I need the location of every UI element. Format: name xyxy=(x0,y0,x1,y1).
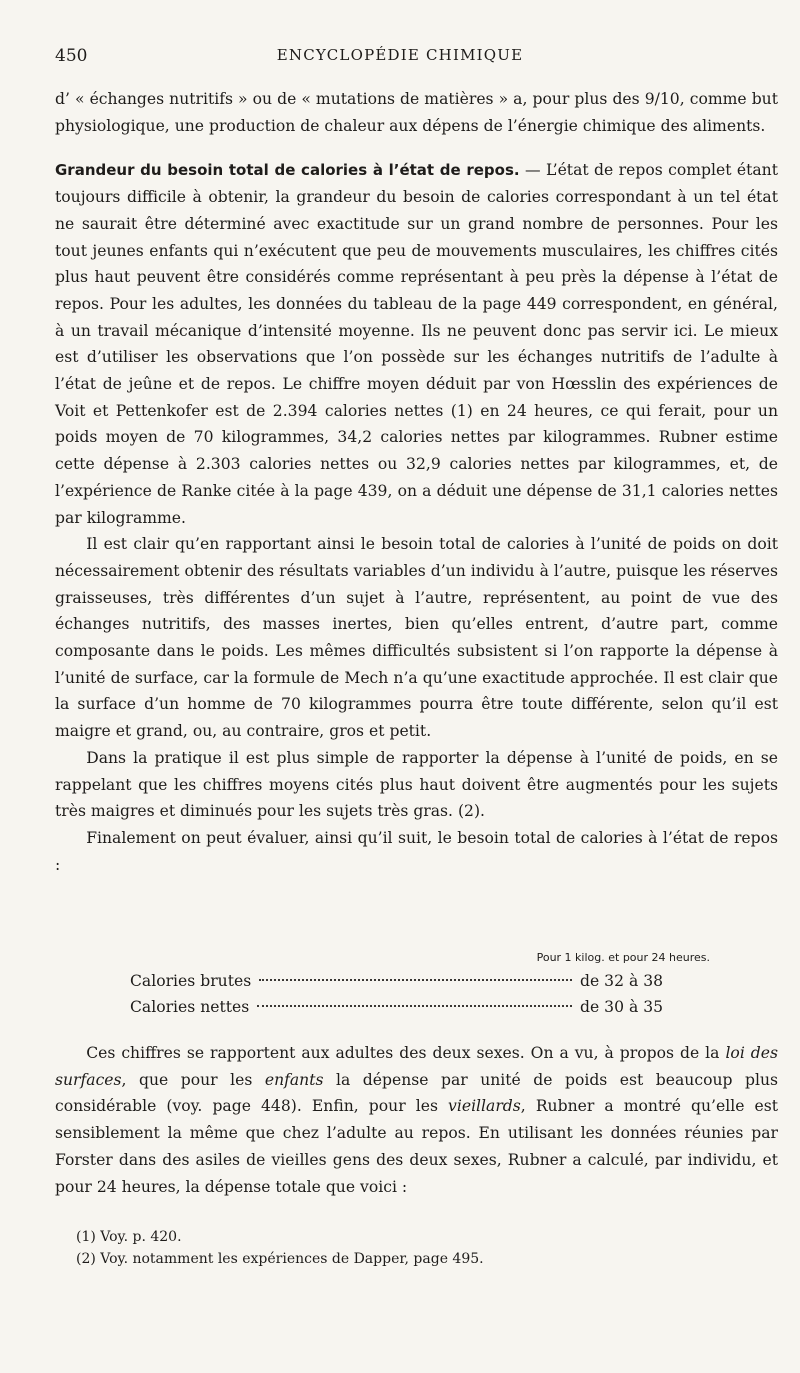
row-label: Calories brutes xyxy=(130,972,252,990)
footnote: (2) Voy. notamment les expériences de Dapper, page 495. xyxy=(76,1251,484,1267)
italic-term: loi des surfaces xyxy=(55,1044,778,1089)
row-value: de 30 à 35 xyxy=(580,998,664,1016)
dotted-leader xyxy=(259,979,572,981)
paragraph: Dans la pratique il est plus simple de rapporter la dépense à l’unité de poids, en se rappelant que les chiffres moyens cités plus haut doivent être augmentés pour les sujets très maigres et diminués pour les sujets très gras. (2). xyxy=(55,748,778,821)
row-label: Calories nettes xyxy=(130,998,250,1016)
text-run: Ces chiffres se rapportent aux adultes des deux sexes. On a vu, à propos de la xyxy=(86,1044,726,1062)
section-heading: Grandeur du besoin total de calories à l’état de repos. xyxy=(55,161,520,180)
italic-term: enfants xyxy=(264,1070,324,1089)
paragraph: Finalement on peut évaluer, ainsi qu’il suit, le besoin total de calories à l’état de repos : xyxy=(55,828,778,874)
running-title: ENCYCLOPÉDIE CHIMIQUE xyxy=(276,46,524,64)
main-text-bottom xyxy=(55,1040,778,1200)
paragraph: Il est clair qu’en rapportant ainsi le besoin total de calories à l’unité de poids on doit nécessairement obtenir des résultats variables d’un individu à l’autre, puisque les réserves graisseuses, très différentes d’un sujet à l’autre, représentent, au point de vue des échanges nutritifs, des masses inertes, bien qu’elles entrent, d’autre part, comme composante dans le poids. Les mêmes difficultés subsistent si l’on rapporte la dépense à l’unité de surface, car la formule de Mech n’a qu’une exactitude approchée. Il est clair que la surface d’un homme de 70 kilogrammes pourra être toute différente, selon qu’il est maigre et grand, ou, au contraire, gros et petit. xyxy=(55,535,778,741)
footnotes xyxy=(76,1226,484,1270)
table-caption: Pour 1 kilog. et pour 24 heures. xyxy=(536,951,710,964)
dotted-leader xyxy=(257,1005,572,1007)
text-run: , Rubner a montré qu’elle est sensiblement la même que chez l’adulte au repos. En utilisant les données réunies par Forster dans des asiles de vieilles gens des deux sexes, Rubner a calculé, par individu, et pour 24 heures, la dépense totale que voici : xyxy=(55,1097,778,1196)
table-row xyxy=(130,994,710,1020)
page-number: 450 xyxy=(55,46,88,66)
section-paragraph-text: — L’état de repos complet étant toujours difficile à obtenir, la grandeur du besoin de calories correspondant à un tel état ne saurait être déterminé avec exactitude sur un grand nombre de personnes. Pour les tout jeunes enfants qui n’exécutent que peu de mouvements musculaires, les chiffres cités plus haut peuvent être considérés comme représentant à peu près la dépense à l’état de repos. Pour les adultes, les données du tableau de la page 449 correspondent, en général, à un travail mécanique d’intensité moyenne. Ils ne peuvent donc pas servir ici. Le mieux est d’utiliser les observations que l’on possède sur les échanges nutritifs de l’adulte à l’état de jeûne et de repos. Le chiffre moyen déduit par von Hœsslin des expériences de Voit et Pettenkofer est de 2.394 calories nettes (1) en 24 heures, ce qui ferait, pour un poids moyen de 70 kilogrammes, 34,2 calories nettes par kilogrammes. Rubner estime cette dépense à 2.303 calories nettes ou 32,9 calories nettes par kilogrammes, et, de l’expérience de Ranke citée à la page 439, on a déduit une dépense de 31,1 calories nettes par kilogramme. xyxy=(55,161,778,527)
main-text-top xyxy=(55,86,778,878)
intro-paragraph: d’ « échanges nutritifs » ou de « mutations de matières » a, pour plus des 9/10, comme but physiologique, une production de chaleur aux dépens de l’énergie chimique des aliments. xyxy=(55,90,778,135)
section-paragraph xyxy=(55,157,778,531)
calorie-table xyxy=(130,948,710,1020)
row-value: de 32 à 38 xyxy=(580,972,664,990)
closing-paragraph xyxy=(55,1040,778,1200)
text-run: la dépense par unité de poids est beaucoup plus considérable (voy. page 448). Enfin, pour les xyxy=(55,1070,779,1116)
table-row xyxy=(130,968,710,994)
page-header xyxy=(55,46,745,70)
text-run: , que pour les xyxy=(121,1070,265,1089)
footnote: (1) Voy. p. 420. xyxy=(76,1229,182,1245)
italic-term: vieillards xyxy=(448,1097,521,1116)
